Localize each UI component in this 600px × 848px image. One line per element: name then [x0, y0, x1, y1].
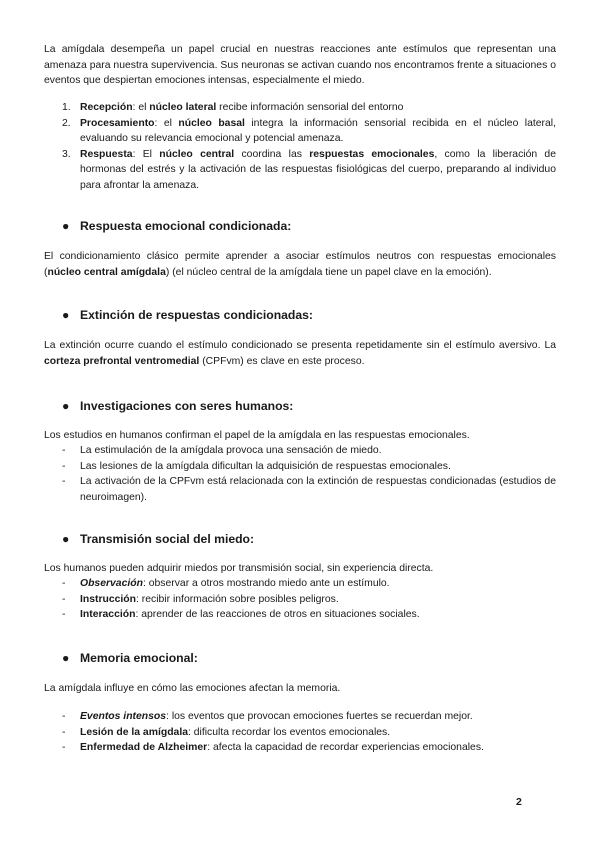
list-item: [62, 607, 556, 623]
humanos-list: [62, 443, 556, 505]
bold-run: Observación: [80, 578, 143, 589]
section-title: Memoria emocional:: [80, 651, 198, 665]
memoria-intro: La amígdala influye en cómo las emociones afectan la memoria.: [44, 683, 341, 694]
section-title: Transmisión social del miedo:: [80, 532, 255, 546]
dash-icon: -: [62, 711, 66, 722]
list-item: [62, 592, 556, 608]
condicionada-paragraph: [44, 249, 556, 280]
step-item: [62, 100, 556, 116]
memoria-list: [62, 709, 556, 756]
list-item-text: [80, 594, 339, 605]
list-item: [62, 725, 556, 741]
extincion-paragraph: [44, 338, 556, 369]
text-run: ) (el núcleo central de la amígdala tiene un papel clave en la emoción).: [165, 266, 492, 278]
list-item: [62, 740, 556, 756]
text-run: : El: [132, 148, 160, 160]
bold-run: Lesión de la amígdala: [80, 726, 188, 738]
intro-paragraph: La amígdala desempeña un papel crucial en nuestras reacciones ante estímulos que representan una amenaza para nuestra supervivencia. Sus neuronas se activan cuando nos encontramos frente a situaciones o eventos que despiertan emociones intensas, especialmente el miedo.: [44, 44, 556, 86]
step-item: [62, 147, 556, 194]
bold-run: núcleo central amígdala: [47, 266, 166, 278]
text-run: , como la liberación de hormonas del estrés y la activación de las respuestas fisiológicas del cuerpo, preparando al individuo para afrontar la amenaza.: [80, 148, 556, 191]
text-run: La estimulación de la amígdala provoca una sensación de miedo.: [80, 445, 382, 456]
social-intro: Los humanos pueden adquirir miedos por transmisión social, sin experiencia directa.: [44, 563, 434, 574]
list-item-text: [80, 445, 382, 456]
text-run: coordina las: [234, 148, 310, 160]
bold-run: Enfermedad de Alzheimer: [80, 742, 208, 753]
text-run: : los eventos que provocan emociones fuertes se recuerdan mejor.: [166, 711, 473, 722]
section-heading-condicionada: [62, 218, 291, 234]
section-title: Investigaciones con seres humanos:: [80, 399, 294, 413]
text-run: : aprender de las reacciones de otros en situaciones sociales.: [135, 609, 420, 620]
bold-run: Interacción: [80, 609, 136, 620]
text-run: (CPFvm) es clave en este proceso.: [199, 355, 365, 367]
list-item: [62, 576, 556, 592]
step-text: [80, 118, 556, 145]
text-run: El condicionamiento clásico permite aprender a asociar estímulos neutros con respuestas emocionales (: [44, 251, 556, 278]
text-run: : el: [132, 102, 150, 113]
dash-icon: -: [62, 742, 66, 753]
dash-icon: -: [62, 460, 66, 472]
bold-run: corteza prefrontal ventromedial: [44, 355, 200, 367]
dash-icon: -: [62, 476, 66, 487]
bold-run: núcleo lateral: [149, 102, 217, 113]
step-text: [80, 149, 556, 191]
bold-run: Procesamiento: [80, 117, 155, 129]
bullet-icon: ●: [62, 219, 70, 233]
bullet-icon: ●: [62, 651, 70, 665]
list-item-text: [80, 609, 420, 620]
text-run: : observar a otros mostrando miedo ante un estímulo.: [142, 578, 390, 589]
text-run: : dificulta recordar los eventos emocionales.: [187, 726, 391, 738]
list-item-text: [80, 476, 556, 503]
dash-icon: -: [62, 726, 66, 738]
bold-run: Recepción: [80, 102, 133, 113]
text-run: : el: [154, 117, 179, 129]
bold-run: respuestas emocionales: [309, 148, 435, 160]
list-item-text: [80, 727, 390, 738]
bold-run: Respuesta: [80, 148, 133, 160]
dash-icon: -: [62, 445, 66, 456]
dash-icon: -: [62, 593, 66, 605]
social-list: [62, 576, 556, 623]
bold-run: núcleo central: [159, 148, 235, 160]
text-run: integra la información sensorial recibida en el núcleo lateral, evaluando su relevancia emocional y potencial amenaza.: [80, 117, 556, 144]
text-run: La extinción ocurre cuando el estímulo condicionado se presenta repetidamente sin el estímulo aversivo. La: [44, 340, 556, 351]
step-item: [62, 116, 556, 147]
list-item: [62, 709, 556, 725]
section-heading-humanos: [62, 398, 293, 414]
text-run: recibe información sensorial del entorno: [216, 102, 404, 113]
bullet-icon: ●: [62, 308, 70, 322]
text-run: : recibir información sobre posibles peligros.: [136, 593, 339, 605]
step-text: [80, 102, 403, 113]
bullet-icon: ●: [62, 532, 70, 546]
section-heading-extincion: [62, 307, 313, 323]
text-run: Las lesiones de la amígdala dificultan la adquisición de respuestas emocionales.: [80, 460, 451, 472]
list-item-text: [80, 461, 451, 472]
list-item-text: [80, 578, 390, 589]
humanos-intro: Los estudios en humanos confirman el papel de la amígdala en las respuestas emocionales.: [44, 430, 470, 441]
list-item-text: [80, 742, 484, 753]
text-run: : afecta la capacidad de recordar experiencias emocionales.: [207, 742, 484, 753]
dash-icon: -: [62, 578, 66, 589]
bold-run: Eventos intensos: [80, 711, 167, 722]
step-number: 1.: [62, 102, 71, 113]
section-heading-social: [62, 531, 254, 547]
list-item-text: [80, 711, 473, 722]
bullet-icon: ●: [62, 399, 70, 413]
text-run: La activación de la CPFvm está relacionada con la extinción de respuestas condicionadas (estudios de neuroimagen).: [80, 476, 556, 503]
bold-run: Instrucción: [80, 593, 137, 605]
list-item: [62, 459, 556, 475]
list-item: [62, 474, 556, 505]
step-number: 3.: [62, 148, 71, 160]
page-number: 2: [516, 796, 522, 808]
section-title: Respuesta emocional condicionada:: [80, 219, 292, 233]
dash-icon: -: [62, 609, 66, 620]
list-item: [62, 443, 556, 459]
section-title: Extinción de respuestas condicionadas:: [80, 308, 313, 322]
section-heading-memoria: [62, 650, 198, 666]
bold-run: núcleo basal: [178, 117, 245, 129]
step-number: 2.: [62, 117, 71, 129]
steps-list: [62, 100, 556, 193]
